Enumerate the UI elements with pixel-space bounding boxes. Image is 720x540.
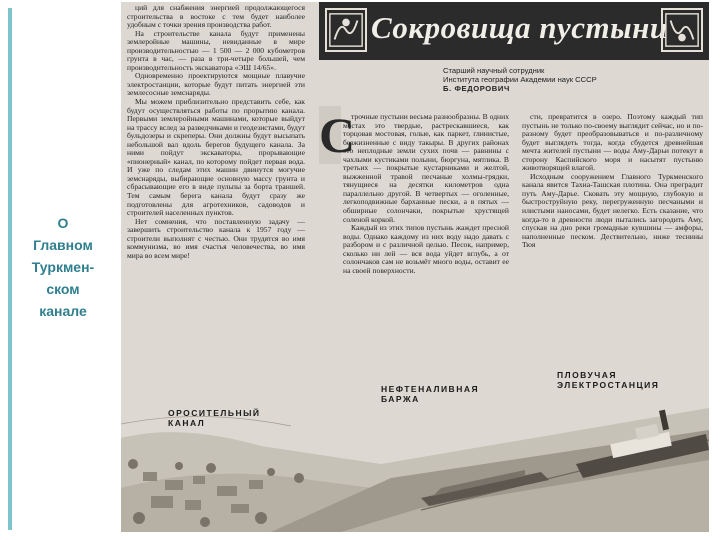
article-title: Сокровища пустыни: [371, 10, 668, 45]
paragraph: Каждый из этих типов пустынь жаждет пресной воды. Однако каждому из них воду надо давать с разбором и с различной целью. Песок, например, сколько ни лей — вся вода уйдет вглубь, а от солончаков сам не возьмёт много воды, оставит ее на своей поверхности.: [343, 223, 509, 275]
slide-title-line: Туркмен-: [31, 259, 95, 275]
article-column-left: [127, 4, 305, 260]
sidebar-accent-rule: [8, 8, 12, 530]
drop-cap-letter: С: [319, 107, 356, 163]
label-oil-barge: НЕФТЕНАЛИВНАЯ БАРЖА: [381, 384, 480, 404]
byline-author: Б. ФЕДОРОВИЧ: [443, 84, 510, 93]
paragraph: трочные пустыни весьма разнообразны. В одних местах это твердые, растрескавшиеся, как торцовая мостовая, голые, как паркет, глинистые, безжизненные с виду такыры. В других районах это неплодные земли сухих почв — равнины с чахлыми кустиками полыни, бюргуна, мятлика. В третьих — покрытые кустарниками и желтой, выжженной травой песчаные холмы-грядки, тянущиеся на десятки километров одна параллельно другой. В четвертых — оголенные, легкоподвижные барханные пески, а в пятых — обширные солончаки, покрытые хрустящей соленой коркой.: [343, 112, 509, 224]
label-floating-power-station: ПЛОВУЧАЯ ЭЛЕКТРОСТАНЦИЯ: [557, 370, 660, 390]
ornament-right-icon: [661, 8, 703, 52]
article-column-middle: [343, 113, 509, 275]
magazine-page-scan: [121, 2, 709, 532]
paragraph: Нет сомнения, что поставленную задачу — завершить строительство канала к 1957 году — строители выполнят с честью. Они трудятся во имя коммунизма, во имя счастья человечества, во имя мира во всем мире!: [127, 216, 305, 260]
slide-title-line: канале: [39, 303, 87, 319]
paragraph: Исходным сооружением Главного Туркменского канала явится Тахиа-Ташская плотина. Она преградит путь Аму-Дарье. Сковать эту мощную, глубокую и быстроструйную реку, перегруженную песчаными и илистыми наносами, будет нелегко. Есть сказание, что когда-то в древности люди пытались загородить Аму, спуская на дно реки громадные кувшины — амфоры, наполненные песком. Дествительно, ниже теснины Тюя: [522, 171, 703, 250]
paragraph: На строительстве канала будут применены землеройные машины, невиданные в мире производительностью — 1 500 — 2 000 кубометров грунта в час, — раза в три-четыре большей, чем производительность экскаватора «ЭШ 14/65».: [127, 28, 305, 72]
slide-title: [14, 212, 112, 322]
article-column-right: [522, 113, 703, 250]
paragraph: сти, превратится в озеро. Поэтому каждый тип пустынь не только по-своему выглядит сейчас, но и по-разному будет преобразовываться и по-различному будет выглядеть тогда, когда сбудется древнейшая мечта жителей пустыни — воды Аму-Дарьи потекут в сторону Каспийского моря и насытят пустыню животворящей влагой.: [522, 112, 703, 173]
slide-title-line: Главном: [33, 237, 93, 253]
slide-title-line: О: [57, 215, 69, 231]
slide-sidebar: [0, 0, 118, 540]
label-irrigation-canal: ОРОСИТЕЛЬНЫЙ КАНАЛ: [168, 408, 261, 428]
paragraph: Одновременно проектируются мощные плавучие электростанции, которые будут питать энергией эти землесосные земснаряды.: [127, 71, 305, 98]
slide-title-line: ском: [46, 281, 80, 297]
ornament-left-icon: [325, 8, 367, 52]
byline-institute: Института географии Академии наук СССР: [443, 75, 597, 84]
article-header-banner: [319, 2, 709, 60]
paragraph: ций для снабжения энергией продолжающегося строительства в востоке с тем будет наиболее удобным с точки зрения производства работ.: [127, 3, 305, 30]
drop-cap: [319, 106, 356, 164]
paragraph: Мы можем приблизительно представить себе, как будут осуществляться работы по прорытию канала. Первыми землеройными машинами, которые выйдут на трассу вслед за разведчиками и геодезистами, будут бульдозеры и скреперы. Они должны будут высыпать небольшой вал вдоль берегов будущего канала. За ними пойдут экскаваторы, прорывающие «пионерный» канал, по которому пойдет первая вода. И уже по следам этих машин двинутся могучие земснаряды, выбирающие основную массу грунта и сбрасывающие его в виде пульпы за борта траншей. Тем самым берега канала будут сразу же подготовлены для агротехников, садоводов и строителей населенных пунктов.: [127, 97, 305, 218]
article-byline: [443, 66, 643, 93]
byline-position: Старший научный сотрудник: [443, 66, 545, 75]
